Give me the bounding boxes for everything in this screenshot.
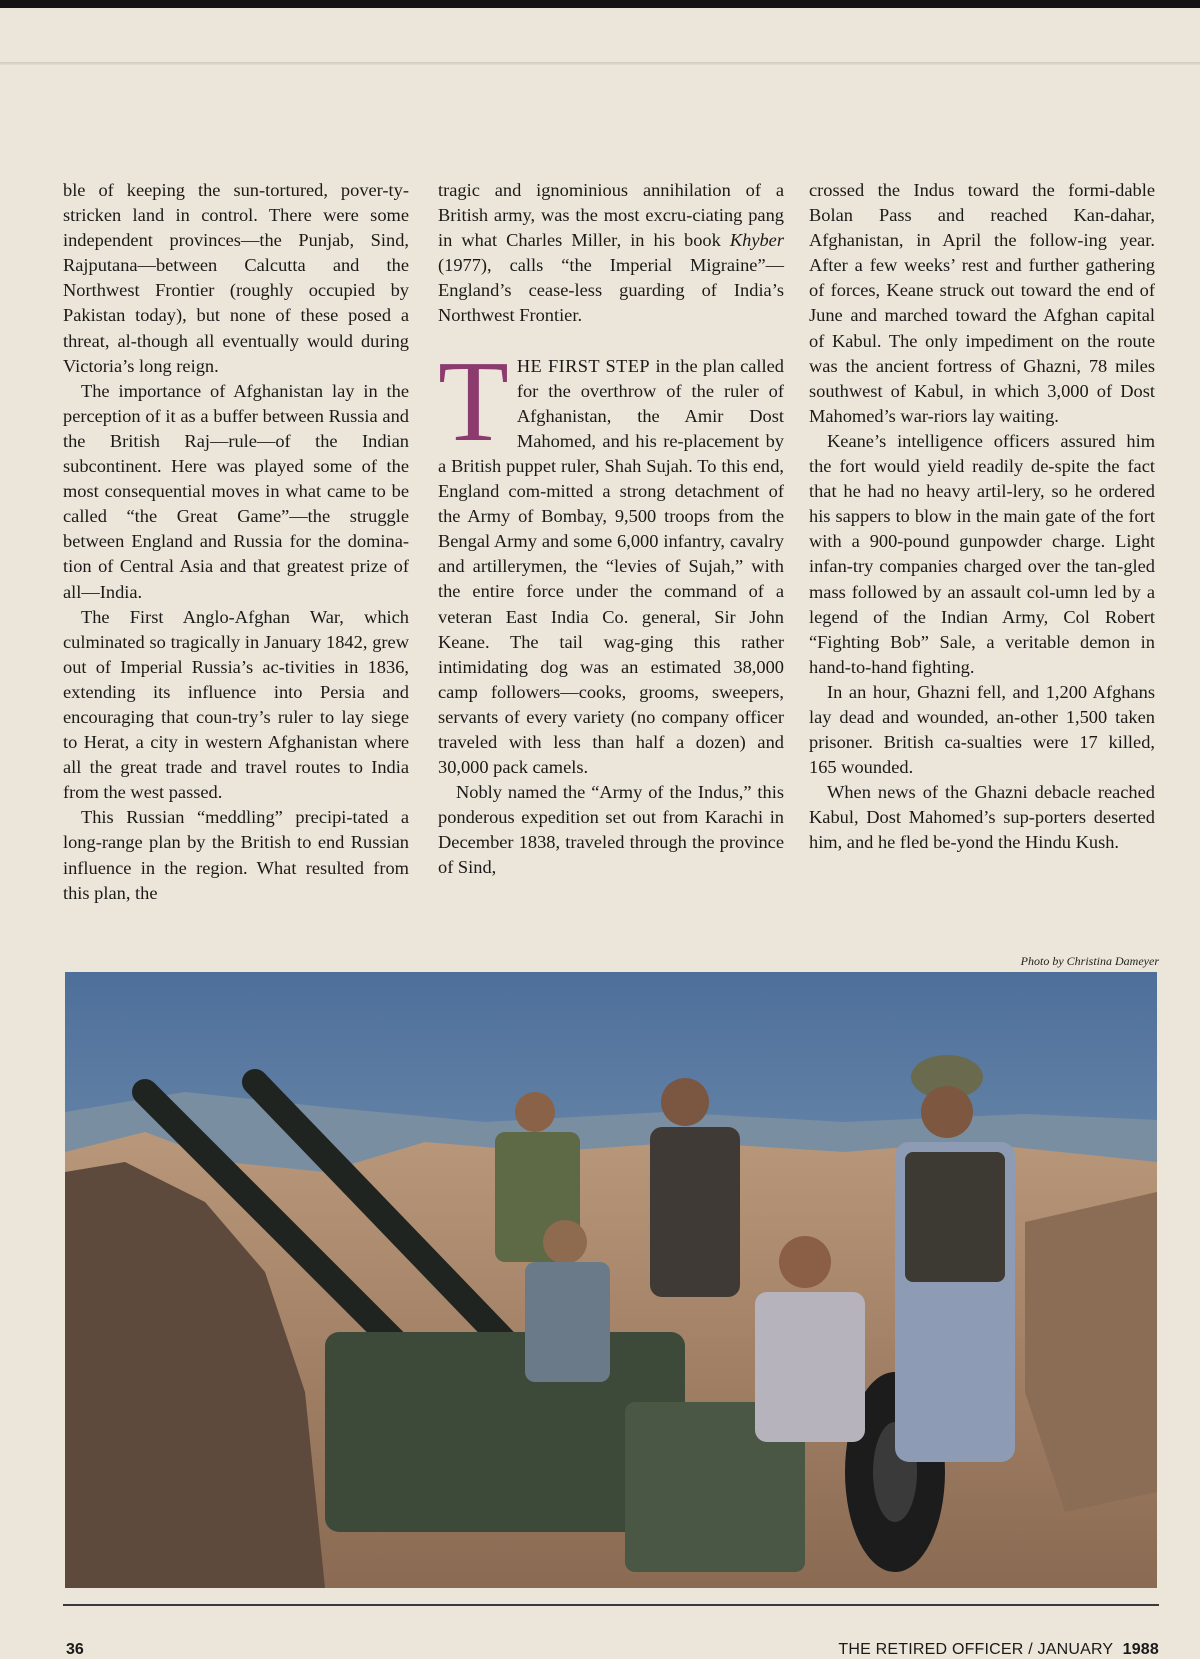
paragraph: When news of the Ghazni debacle reached Kabul, Dost Mahomed’s sup-porters deserted him, and he fled be-yond the Hindu Kush. — [809, 782, 1155, 853]
running-footer — [838, 1641, 1159, 1659]
text-run: (1977), calls “the Imperial Migraine”—England’s cease-less guarding of India’s Northwest Frontier. — [438, 255, 784, 326]
text-column-2 — [438, 178, 784, 881]
section-opening-paragraph — [438, 337, 784, 781]
text-run: tragic and ignominious annihilation of a British army, was the most excru-ciating pang in what Charles Miller, in his book — [438, 180, 784, 251]
text-column-1 — [63, 178, 409, 906]
paragraph: crossed the Indus toward the formi-dable Bolan Pass and reached Kan-dahar, Afghanistan, in April the follow-ing year. After a few weeks’ rest and further gathering of forces, Keane struck out toward the end of June and marched toward the Afghan capital of Kabul. The only impediment on the route was the ancient fortress of Ghazni, 78 miles southwest of Kabul, in which 3,000 of Dost Mahomed’s war-riors lay waiting. — [809, 180, 1155, 426]
header-rule — [0, 62, 1200, 65]
top-edge-bar — [0, 0, 1200, 8]
drop-cap: T — [438, 337, 509, 466]
text-column-3 — [809, 178, 1155, 856]
article-body — [63, 178, 1159, 940]
photo-credit: Photo by Christina Dameyer — [1020, 954, 1159, 968]
paragraph: In an hour, Ghazni fell, and 1,200 Afghans lay dead and wounded, an-other 1,500 taken prisoner. British ca-sualties were 17 killed, 165 wounded. — [809, 681, 1155, 778]
footer-rule — [63, 1604, 1159, 1606]
paragraph: ble of keeping the sun-tortured, pover-ty-stricken land in control. There were some independent provinces—the Punjab, Sind, Rajputana—between Calcutta and the Northwest Frontier (roughly occupied by Pakistan today), but none of these posed a threat, al-though all eventually would during Victoria’s long reign. — [63, 180, 409, 376]
paragraph: The First Anglo-Afghan War, which culminated so tragically in January 1842, grew out of Imperial Russia’s ac-tivities in 1836, extending its influence into Persia and encouraging that coun-try’s ruler to lay siege to Herat, a city in western Afghanistan where all the great trade and travel routes to India from the west passed. — [63, 606, 409, 803]
journal-year: 1988 — [1122, 1641, 1159, 1658]
paragraph: This Russian “meddling” precipi-tated a long-range plan by the British to end Russian influence in the region. What resulted from this plan, the — [63, 807, 409, 903]
photograph — [65, 972, 1157, 1588]
lead-in: HE FIRST STEP — [516, 355, 651, 376]
journal-title: THE RETIRED OFFICER / JANUARY — [838, 1641, 1114, 1658]
book-title: Khyber — [729, 230, 784, 251]
photo-illustration — [65, 972, 1157, 1588]
text-run: in the plan called for the overthrow of the ruler of Afghanistan, the Amir Dost Mahomed, and his re-placement by a British puppet ruler, Shah Sujah. To this end, England com-mitted a strong detachment of the Army of Bombay, 9,500 troops from the Bengal Army and some 6,000 infantry, cavalry and artillerymen, the “levies of Sujah,” with the entire force under the command of a veteran East India Co. general, Sir John Keane. The tail wag-ging this rather intimidating dog was an estimated 38,000 camp followers—cooks, grooms, sweepers, servants of every variety (no company officer traveled with less than half a dozen) and 30,000 pack camels. — [438, 355, 784, 778]
paragraph: Keane’s intelligence officers assured him the fort would yield readily de-spite the fact that he had no heavy artil-lery, so he ordered his sappers to blow in the main gate of the fort with a 900-pound gunpowder charge. Light infan-try companies charged over the tan-gled mass followed by an assault col-umn led by a legend of the Indian Army, Col Robert “Fighting Bob” Sale, a veritable demon in hand-to-hand fighting. — [809, 430, 1155, 677]
paragraph: The importance of Afghanistan lay in the perception of it as a buffer between Russia and the British Raj—rule—of the Indian subcontinent. Here was played some of the most consequential moves in what came to be called “the Great Game”—the struggle between England and Russia for the domina-tion of Central Asia and that greatest prize of all—India. — [63, 380, 409, 602]
page-number: 36 — [66, 1641, 84, 1658]
paragraph: Nobly named the “Army of the Indus,” this ponderous expedition set out from Karachi in December 1838, traveled through the province of Sind, — [438, 782, 784, 878]
paragraph — [438, 178, 784, 329]
